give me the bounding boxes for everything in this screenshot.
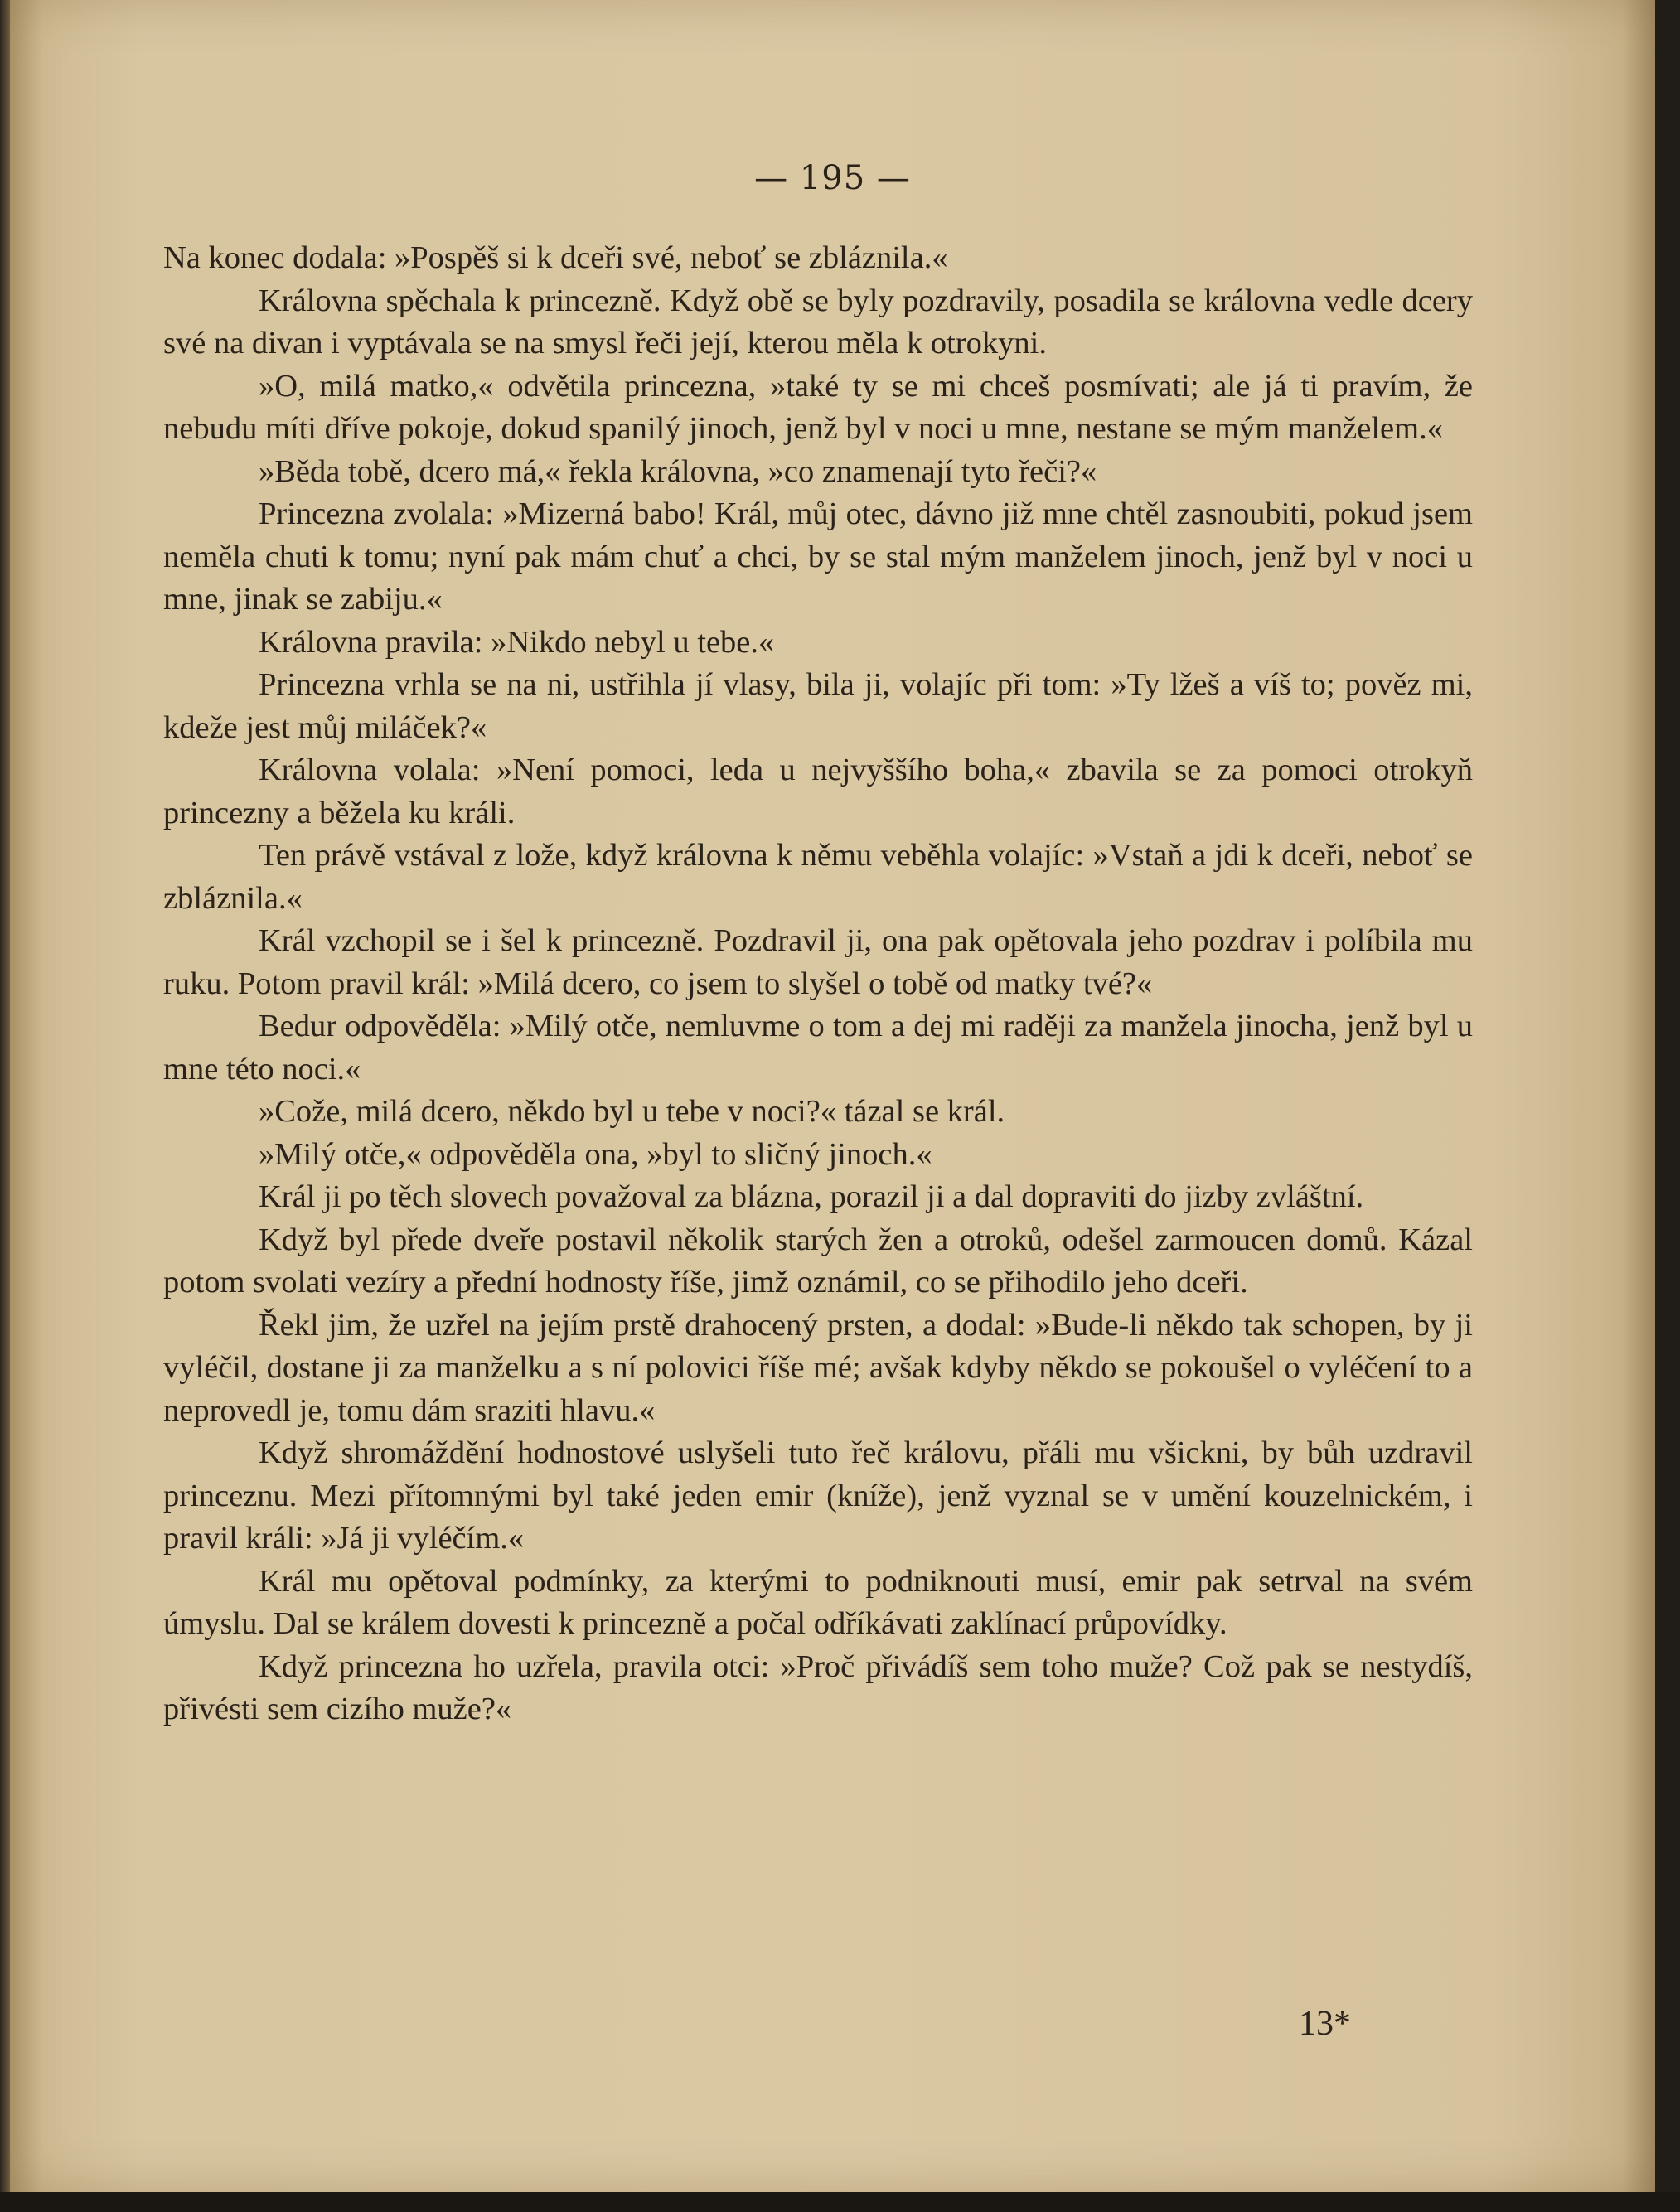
paragraph: Když shromáždění hodnostové uslyšeli tuto řeč královu, přáli mu všickni, by bůh uzdravil princeznu. Mezi přítomnými byl také jeden emir (kníže), jenž vyznal se v umění kouzelnickém, i pravil králi: »Já ji vyléčím.« — [163, 1435, 1473, 1556]
paragraph: Královna volala: »Není pomoci, leda u nejvyššího boha,« zbavila se za pomoci otrokyň princezny a běžela ku králi. — [163, 753, 1473, 830]
paragraph: Když princezna ho uzřela, pravila otci: »Proč přivádíš sem toho muže? Což pak se nestydíš, přivésti sem cizího muže?« — [163, 1648, 1473, 1726]
page-text — [163, 237, 1473, 1731]
book-page — [10, 0, 1655, 2192]
paragraph: Král vzchopil se i šel k princezně. Pozdravil ji, ona pak opětovala jeho pozdrav i políbila mu ruku. Potom pravil král: »Milá dcero, co jsem to slyšel o tobě od matky tvé?« — [163, 923, 1473, 1001]
page-number: — 195 — — [754, 159, 911, 197]
signature-mark: 13* — [1299, 2005, 1351, 2043]
paragraph: Řekl jim, že uzřel na jejím prstě drahocený prsten, a dodal: »Bude-li někdo tak schopen, by ji vyléčil, dostane ji za manželku a s ní polovici říše mé; avšak kdyby někdo se pokoušel o vyléčení to a neprovedl je, tomu dám sraziti hlavu.« — [163, 1307, 1473, 1428]
binding-edge — [0, 0, 10, 2212]
paragraph: Princezna vrhla se na ni, ustřihla jí vlasy, bila ji, volajíc při tom: »Ty lžeš a víš to; pověz mi, kdeže jest můj miláček?« — [163, 667, 1473, 745]
scan-border-right — [1655, 0, 1680, 2212]
paragraph: »Cože, milá dcero, někdo byl u tebe v noci?« tázal se král. — [259, 1094, 1005, 1129]
paragraph: »O, milá matko,« odvětila princezna, »také ty se mi chceš posmívati; ale já ti pravím, že nebudu míti dříve pokoje, dokud spanilý jinoch, jenž byl v noci u mne, nestane se mým manželem.« — [163, 368, 1473, 446]
paragraph: »Běda tobě, dcero má,« řekla královna, »co znamenají tyto řeči?« — [259, 453, 1097, 489]
paragraph: Princezna zvolala: »Mizerná babo! Král, můj otec, dávno již mne chtěl zasnoubiti, pokud jsem neměla chuti k tomu; nyní pak mám chuť a chci, by se stal mým manželem jinoch, jenž byl v noci u mne, jinak se zabiju.« — [163, 496, 1473, 617]
paragraph: Na konec dodala: »Pospěš si k dceři své, neboť se zbláznila.« — [163, 240, 948, 275]
paragraph: Královna spěchala k princezně. Když obě se byly pozdravily, posadila se královna vedle dcery své na divan i vyptávala se na smysl řeči její, kterou měla k otrokyni. — [163, 283, 1473, 361]
paragraph: Král mu opětoval podmínky, za kterými to podniknouti musí, emir pak setrval na svém úmyslu. Dal se králem dovesti k princezně a počal odříkávati zaklínací průpovídky. — [163, 1563, 1473, 1641]
paragraph: Ten právě vstával z lože, když královna k němu veběhla volajíc: »Vstaň a jdi k dceři, neboť se zbláznila.« — [163, 838, 1473, 916]
paragraph: Král ji po těch slovech považoval za blázna, porazil ji a dal dopraviti do jizby zvláštní. — [259, 1179, 1364, 1214]
paragraph: Královna pravila: »Nikdo nebyl u tebe.« — [259, 624, 775, 660]
paragraph: Bedur odpověděla: »Milý otče, nemluvme o tom a dej mi raději za manžela jinocha, jenž byl u mne této noci.« — [163, 1009, 1473, 1087]
scan-border-bottom — [0, 2192, 1680, 2212]
paragraph: »Milý otče,« odpověděla ona, »byl to sličný jinoch.« — [259, 1136, 932, 1172]
paragraph: Když byl přede dveře postavil několik starých žen a otroků, odešel zarmoucen domů. Kázal potom svolati vezíry a přední hodnosty říše, jimž oznámil, co se přihodilo jeho dceři. — [163, 1222, 1473, 1300]
